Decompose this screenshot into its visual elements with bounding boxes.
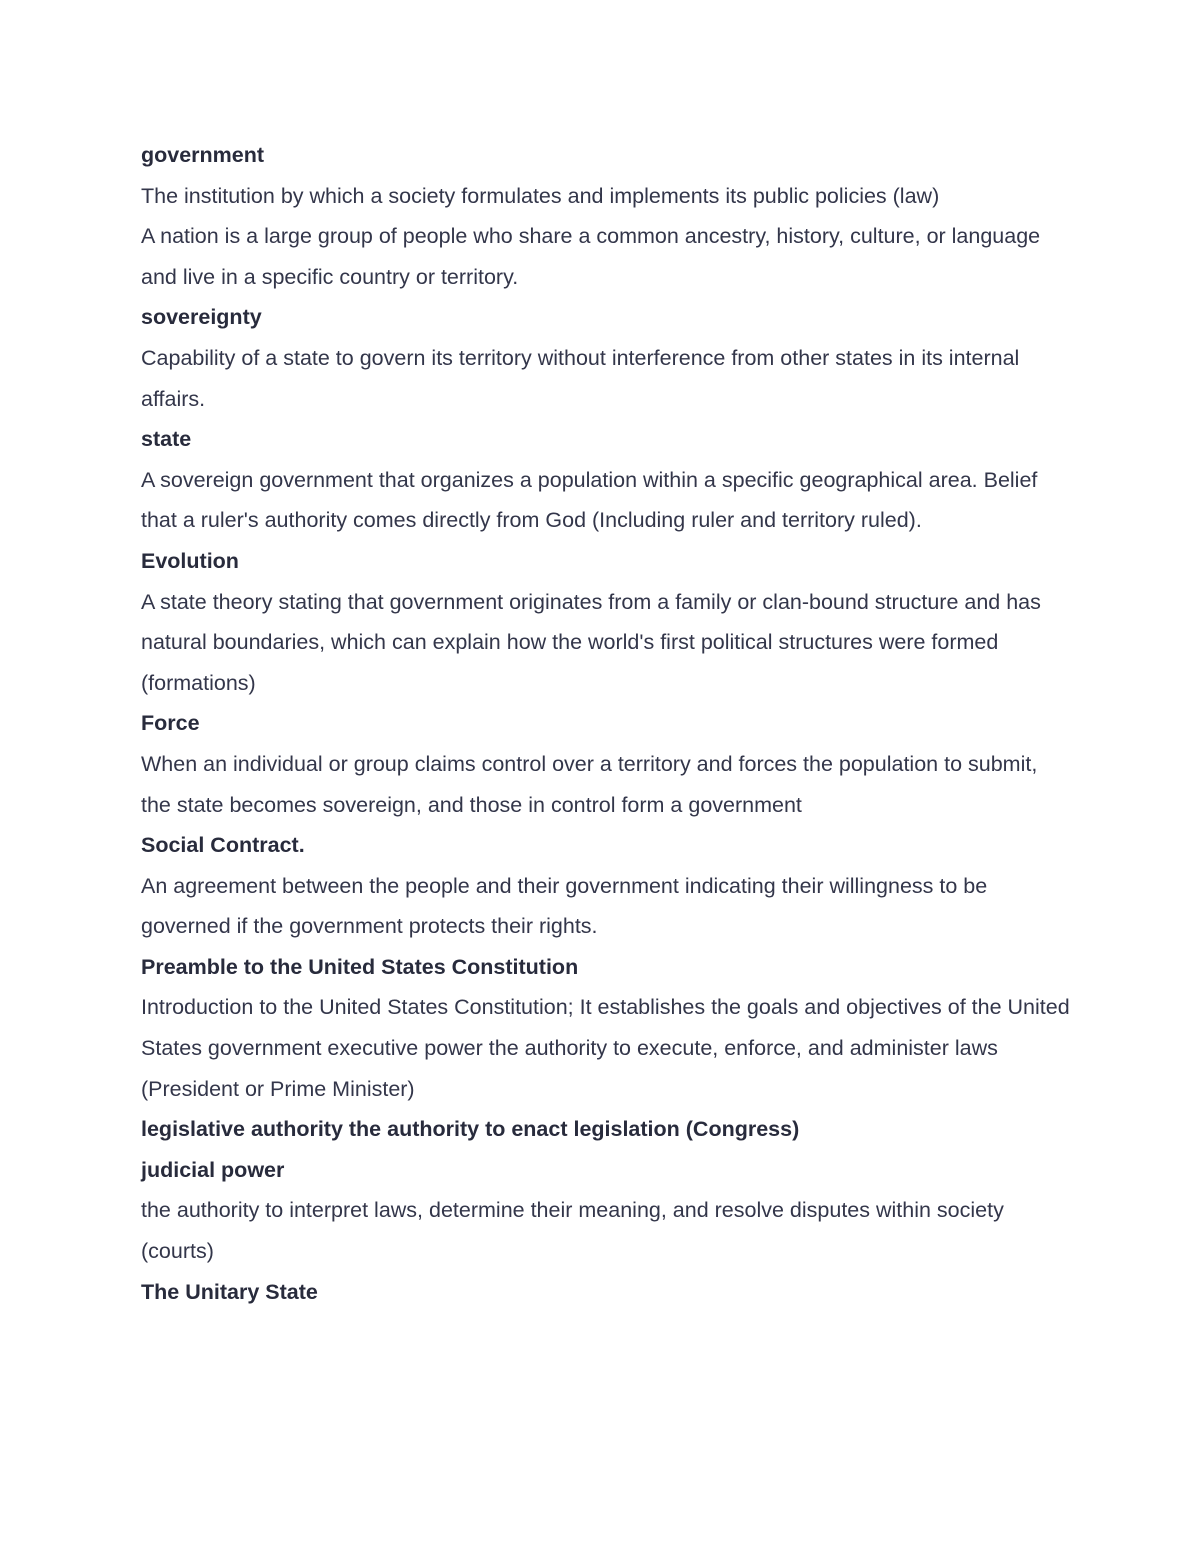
term-state: state xyxy=(141,427,192,452)
definition-social-contract: An agreement between the people and their government indicating their willingness to be governed if the government protects their rights. xyxy=(141,873,988,939)
term-preamble: Preamble to the United States Constitution xyxy=(141,954,579,979)
definition-evolution: A state theory stating that government originates from a family or clan-bound structure and has natural boundaries, which can explain how the world's first political structures were formed (formations) xyxy=(141,589,1041,695)
term-force: Force xyxy=(141,711,200,736)
definition-government-1: The institution by which a society formulates and implements its public policies (law) xyxy=(141,183,940,208)
term-social-contract: Social Contract. xyxy=(141,833,305,858)
definition-government-2: A nation is a large group of people who share a common ancestry, history, culture, or language and live in a specific country or territory. xyxy=(141,224,1041,289)
term-judicial-power: judicial power xyxy=(141,1157,285,1182)
term-unitary-state: The Unitary State xyxy=(141,1279,318,1304)
definition-preamble: Introduction to the United States Constitution; It establishes the goals and objectives of the United States government executive power the authority to execute, enforce, and administer laws (President or Prime Minister) xyxy=(141,995,1070,1101)
term-evolution: Evolution xyxy=(141,548,239,573)
definition-state: A sovereign government that organizes a population within a specific geographical area. Belief that a ruler's authority comes directly from God (Including ruler and territory ruled). xyxy=(141,467,1038,533)
definition-sovereignty: Capability of a state to govern its territory without interference from other states in its internal affairs. xyxy=(141,345,1020,411)
term-sovereignty: sovereignty xyxy=(141,305,262,330)
document-page xyxy=(141,135,1071,1312)
definition-force: When an individual or group claims control over a territory and forces the population to submit, the state becomes sovereign, and those in control form a government xyxy=(141,751,1038,817)
term-legislative-authority: legislative authority the authority to enact legislation (Congress) xyxy=(141,1117,800,1142)
term-government: government xyxy=(141,143,265,167)
definition-judicial-power: the authority to interpret laws, determine their meaning, and resolve disputes within society (courts) xyxy=(141,1198,1004,1264)
